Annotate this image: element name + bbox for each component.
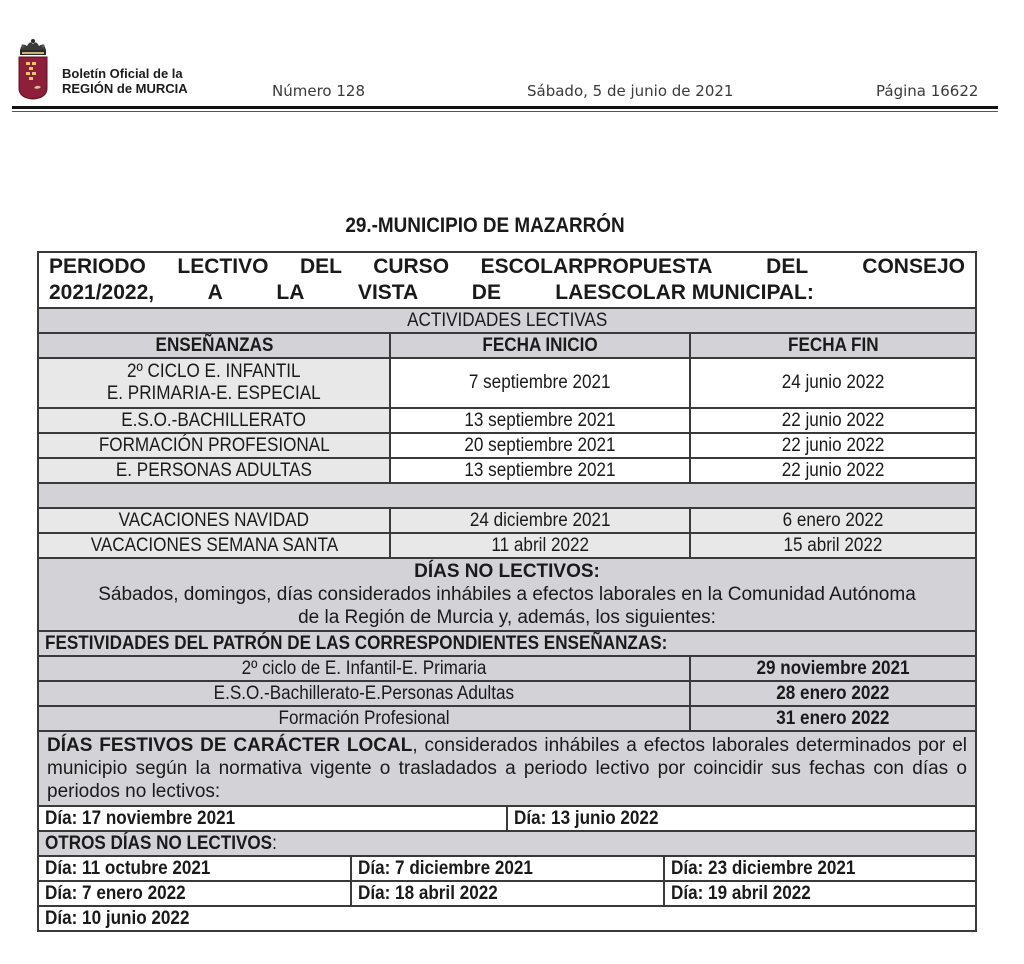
actividades-heading-row [39, 307, 975, 332]
table-row [39, 357, 975, 407]
spacer-row [39, 482, 975, 507]
crown-icon [20, 39, 46, 55]
table-row [39, 507, 975, 532]
otros-heading: OTROS DÍAS NO LECTIVOS: [39, 832, 975, 855]
table-row [39, 705, 975, 730]
festividad-label: E.S.O.-Bachillerato-E.Personas Adultas [39, 682, 689, 705]
fecha-inicio-cell: 24 diciembre 2021 [389, 509, 689, 532]
section-title: 29.-MUNICIPIO DE MAZARRÓN [345, 214, 625, 237]
brand-line-1: Boletín Oficial de la [62, 66, 183, 81]
actividades-heading: ACTIVIDADES LECTIVAS [39, 309, 975, 332]
festividades-heading: FESTIVIDADES DEL PATRÓN DE LAS CORRESPONDIENTES ENSEÑANZAS: [39, 632, 975, 655]
no-lectivos-text-2: de la Región de Murcia y, además, los siguientes: [298, 607, 716, 628]
fecha-fin-cell: 22 junio 2022 [689, 434, 975, 457]
ensenanza-cell: E.S.O.-BACHILLERATO [39, 409, 389, 432]
spacer-cell [39, 484, 975, 507]
column-header-fecha-fin: FECHA FIN [689, 334, 975, 357]
table-row [39, 805, 975, 830]
table-row [39, 532, 975, 557]
fecha-fin-cell: 15 abril 2022 [689, 534, 975, 557]
issue-number: Número 128 [272, 82, 365, 100]
festividad-fecha: 29 noviembre 2021 [689, 657, 975, 680]
header-rule-thin [12, 111, 998, 112]
festividad-label: Formación Profesional [39, 707, 689, 730]
table-row [39, 457, 975, 482]
no-lectivos-text-1: Sábados, domingos, días considerados inhábiles a efectos laborales en la Comunidad Autónoma [98, 584, 916, 605]
table-title-line-1: PERIODO LECTIVO DEL CURSO ESCOLAR 2021/2022, A LA VISTA DE LA [49, 255, 584, 304]
festividad-fecha: 28 enero 2022 [689, 682, 975, 705]
fecha-inicio-cell: 13 septiembre 2021 [389, 459, 689, 482]
fecha-fin-cell: 6 enero 2022 [689, 509, 975, 532]
fecha-inicio-cell: 7 septiembre 2021 [389, 359, 689, 407]
fecha-fin-cell: 22 junio 2022 [689, 409, 975, 432]
table-title-row [39, 253, 975, 307]
table-row [39, 880, 975, 905]
column-header-ensenanzas: ENSEÑANZAS [39, 334, 389, 357]
festividades-heading-row [39, 630, 975, 655]
table-row [39, 655, 975, 680]
fecha-inicio-cell: 11 abril 2022 [389, 534, 689, 557]
vacaciones-label: VACACIONES NAVIDAD [39, 509, 389, 532]
otro-dia: Día: 18 abril 2022 [350, 882, 663, 905]
otro-dia: Día: 19 abril 2022 [663, 882, 975, 905]
otro-dia: Día: 7 diciembre 2021 [350, 857, 663, 880]
local-holidays-lead: DÍAS FESTIVOS DE CARÁCTER LOCAL [47, 735, 413, 756]
ensenanza-cell: FORMACIÓN PROFESIONAL [39, 434, 389, 457]
column-header-fecha-inicio: FECHA INICIO [389, 334, 689, 357]
header-rule-thick [12, 106, 998, 109]
ensenanza-cell: 2º CICLO E. INFANTIL E. PRIMARIA-E. ESPECIAL [39, 359, 389, 407]
table-row [39, 432, 975, 457]
ensenanza-cell: E. PERSONAS ADULTAS [39, 459, 389, 482]
otro-dia: Día: 23 diciembre 2021 [663, 857, 975, 880]
brand-line-2: REGIÓN de MURCIA [62, 81, 188, 96]
vacaciones-label: VACACIONES SEMANA SANTA [39, 534, 389, 557]
table-title-line-2: PROPUESTA DEL CONSEJO ESCOLAR MUNICIPAL: [583, 255, 965, 304]
no-lectivos-row [39, 557, 975, 630]
column-header-row [39, 332, 975, 357]
otro-dia: Día: 10 junio 2022 [39, 907, 975, 930]
table-title [39, 253, 975, 307]
fecha-fin-cell: 22 junio 2022 [689, 459, 975, 482]
table-row [39, 680, 975, 705]
local-day: Día: 17 noviembre 2021 [39, 807, 506, 830]
no-lectivos-heading: DÍAS NO LECTIVOS: [414, 561, 600, 582]
bulletin-brand [62, 66, 188, 96]
table-row [39, 407, 975, 432]
local-day: Día: 13 junio 2022 [506, 807, 975, 830]
school-calendar-table [37, 251, 977, 932]
fecha-inicio-cell: 13 septiembre 2021 [389, 409, 689, 432]
local-holidays-row [39, 730, 975, 805]
table-row [39, 855, 975, 880]
otro-dia: Día: 7 enero 2022 [39, 882, 350, 905]
region-murcia-coat-of-arms-icon [17, 38, 49, 100]
local-holidays-body: , considerados inhábiles a efectos laborales determinados por el municipio según la normativa vigente o trasladados a periodo lectivo por coincidir sus fechas con días o periodos no lectivos: [47, 735, 967, 802]
table-row [39, 905, 975, 930]
festividad-fecha: 31 enero 2022 [689, 707, 975, 730]
otros-heading-row [39, 830, 975, 855]
fecha-inicio-cell: 20 septiembre 2021 [389, 434, 689, 457]
local-holidays-text [39, 732, 975, 805]
no-lectivos-block [39, 559, 975, 630]
festividad-label: 2º ciclo de E. Infantil-E. Primaria [39, 657, 689, 680]
fecha-fin-cell: 24 junio 2022 [689, 359, 975, 407]
otro-dia: Día: 11 octubre 2021 [39, 857, 350, 880]
page-number: Página 16622 [876, 82, 979, 100]
publication-date: Sábado, 5 de junio de 2021 [527, 82, 734, 100]
